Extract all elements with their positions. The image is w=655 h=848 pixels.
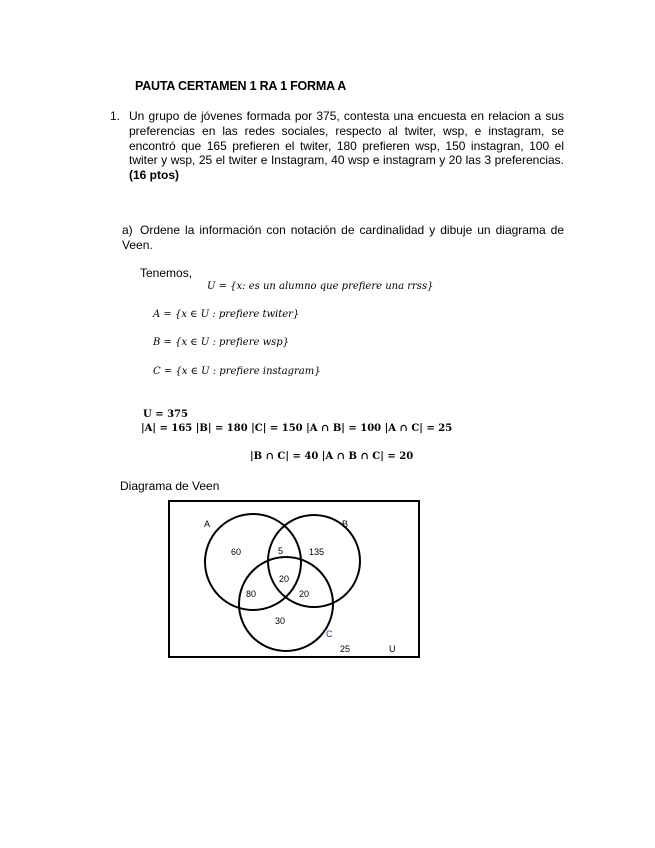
region-b-c: 20 [299,589,310,599]
region-only-a: 60 [231,547,242,557]
universe-cardinality: U = 375 [143,409,188,420]
tenemos-label: Tenemos, [140,266,193,280]
cardinalities-line-2: |B ∩ C| = 40 |A ∩ B ∩ C| = 20 [250,451,414,462]
page-title: PAUTA CERTAMEN 1 RA 1 FORMA A [135,79,347,93]
question-body: Un grupo de jóvenes formada por 375, contesta una encuesta en relacion a sus preferencias en las redes sociales, respecto al twiter, wsp, e instagram, se encontró que 165 prefieren el twiter, 180 prefieren wsp, 150 instagran, 100 el twiter y wsp, 25 el twiter e Instagram, 40 wsp e instagram y 20 las 3 preferencias. [129,109,564,168]
region-a-b: 5 [278,546,284,556]
region-a-b-c: 20 [279,574,290,584]
cardinalities-line-1: |A| = 165 |B| = 180 |C| = 150 |A ∩ B| = 100 |A ∩ C| = 25 [141,423,453,434]
set-b-definition: B = {x ∈ U : prefiere wsp} [153,337,290,348]
region-only-b: 135 [309,547,325,557]
question-number: 1. [110,109,121,123]
region-only-c: 30 [275,616,286,626]
region-a-c: 80 [246,589,257,599]
question-points: (16 ptos) [129,168,180,183]
set-c-definition: C = {x ∈ U : prefiere instagram} [153,366,321,377]
region-outside: 25 [340,644,351,654]
circle-c [239,557,333,651]
label-c: C [326,629,333,639]
part-a-label: a) [122,223,133,237]
diagram-title: Diagrama de Veen [120,479,220,493]
label-u: U [389,644,396,654]
label-a: A [204,519,211,529]
part-a-text: Ordene la información con notación de cardinalidad y dibuje un diagrama de Veen. [122,223,564,252]
label-b: B [342,519,349,529]
set-a-definition: A = {x ∈ U : prefiere twiter} [153,309,300,320]
set-u-definition: U = {x: es un alumno que prefiere una rrss} [207,281,434,292]
